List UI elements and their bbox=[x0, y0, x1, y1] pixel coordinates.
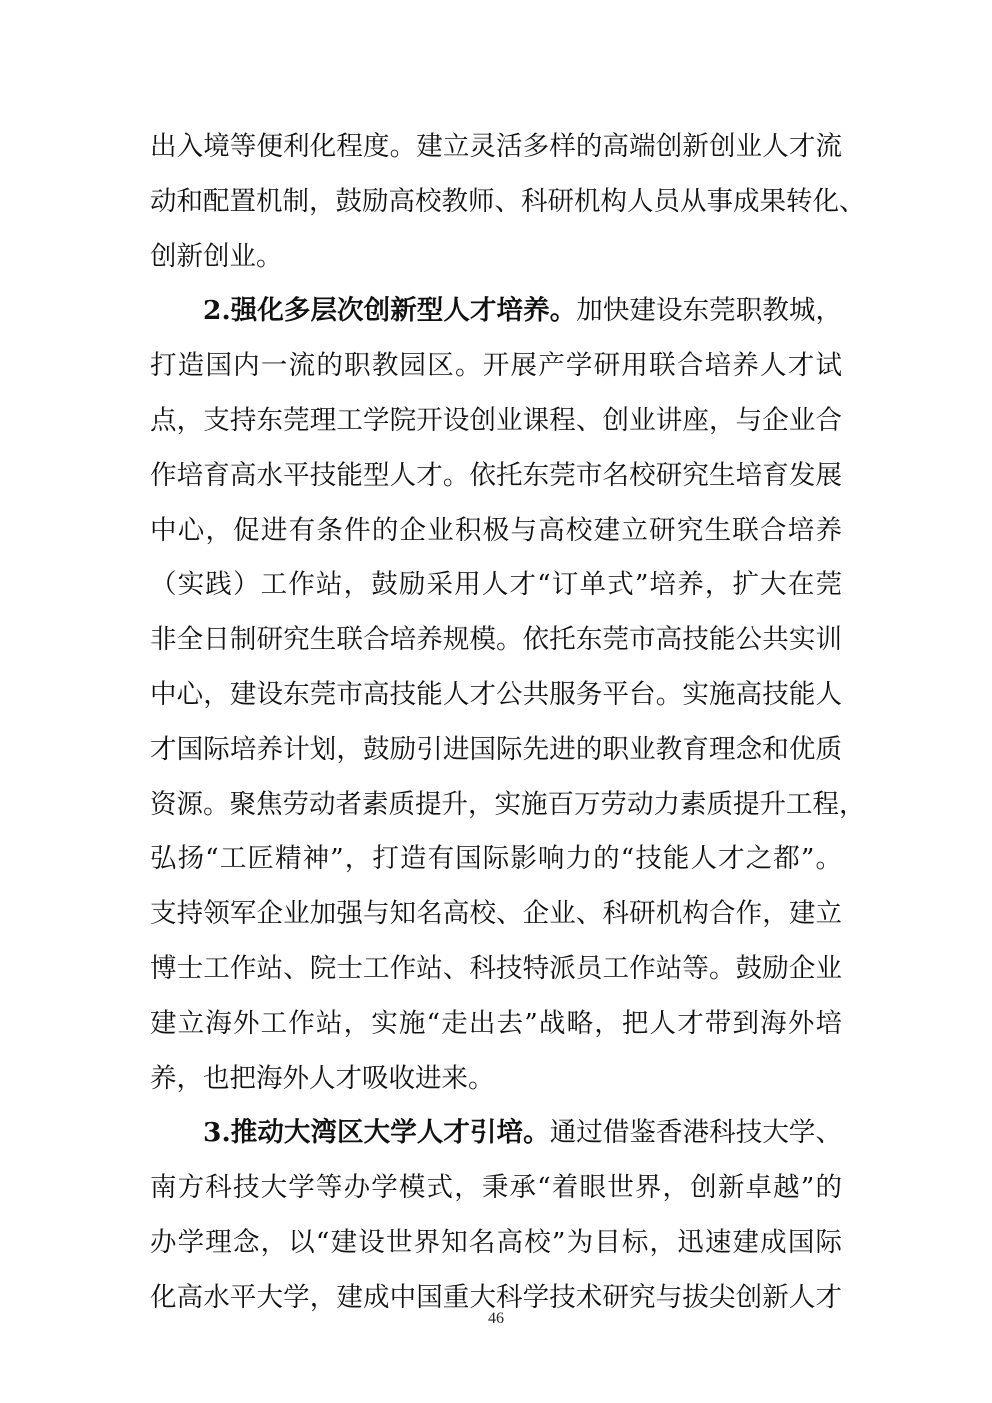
text-line: 出入境等便利化程度。建立灵活多样的高端创新创业人才流 bbox=[150, 131, 842, 162]
text-line: 才国际培养计划，鼓励引进国际先进的职业教育理念和优质 bbox=[150, 733, 842, 765]
page-number: 46 bbox=[488, 1310, 504, 1327]
text-line: 建立海外工作站，实施“走出去”战略，把人才带到海外培 bbox=[150, 1007, 842, 1039]
heading-line-text: 加快建设东莞职教城， bbox=[576, 295, 842, 327]
text-line: 创新创业。 bbox=[150, 240, 283, 272]
text-line: 资源。聚焦劳动者素质提升，实施百万劳动力素质提升工程， bbox=[150, 788, 866, 820]
body-text bbox=[150, 120, 866, 1326]
text-line: 养，也把海外人才吸收进来。 bbox=[150, 1062, 495, 1094]
text-line: 中心，建设东莞市高技能人才公共服务平台。实施高技能人 bbox=[150, 678, 842, 710]
text-line: 中心，促进有条件的企业积极与高校建立研究生联合培养 bbox=[150, 514, 842, 546]
text-line: 支持领军企业加强与知名高校、企业、科研机构合作，建立 bbox=[150, 898, 842, 930]
text-line: 化高水平大学，建成中国重大科学技术研究与拔尖创新人才 bbox=[150, 1281, 842, 1313]
text-line: 动和配置机制，鼓励高校教师、科研机构人员从事成果转化、 bbox=[150, 185, 866, 217]
section-heading: 2.强化多层次创新型人才培养。 bbox=[203, 295, 577, 327]
text-line: 博士工作站、院士工作站、科技特派员工作站等。鼓励企业 bbox=[150, 952, 842, 984]
text-line: 办学理念，以“建设世界知名高校”为目标，迅速建成国际 bbox=[150, 1226, 842, 1258]
text-line: 打造国内一流的职教园区。开展产学研用联合培养人才试 bbox=[150, 350, 842, 382]
text-line: 弘扬“工匠精神”，打造有国际影响力的“技能人才之都”。 bbox=[150, 843, 842, 875]
text-line: 南方科技大学等办学模式，秉承“着眼世界，创新卓越”的 bbox=[150, 1172, 842, 1204]
text-line: 作培育高水平技能型人才。依托东莞市名校研究生培育发展 bbox=[150, 459, 842, 491]
heading-line-text: 通过借鉴香港科技大学、 bbox=[549, 1117, 842, 1149]
text-line: 点，支持东莞理工学院开设创业课程、创业讲座，与企业合 bbox=[150, 404, 842, 436]
section-heading-line bbox=[150, 1106, 842, 1161]
text-line: （实践）工作站，鼓励采用人才“订单式”培养，扩大在莞 bbox=[150, 569, 842, 601]
text-line: 非全日制研究生联合培养规模。依托东莞市高技能公共实训 bbox=[150, 624, 842, 656]
section-heading: 3.推动大湾区大学人才引培。 bbox=[203, 1117, 550, 1149]
section-heading-line bbox=[150, 284, 842, 339]
